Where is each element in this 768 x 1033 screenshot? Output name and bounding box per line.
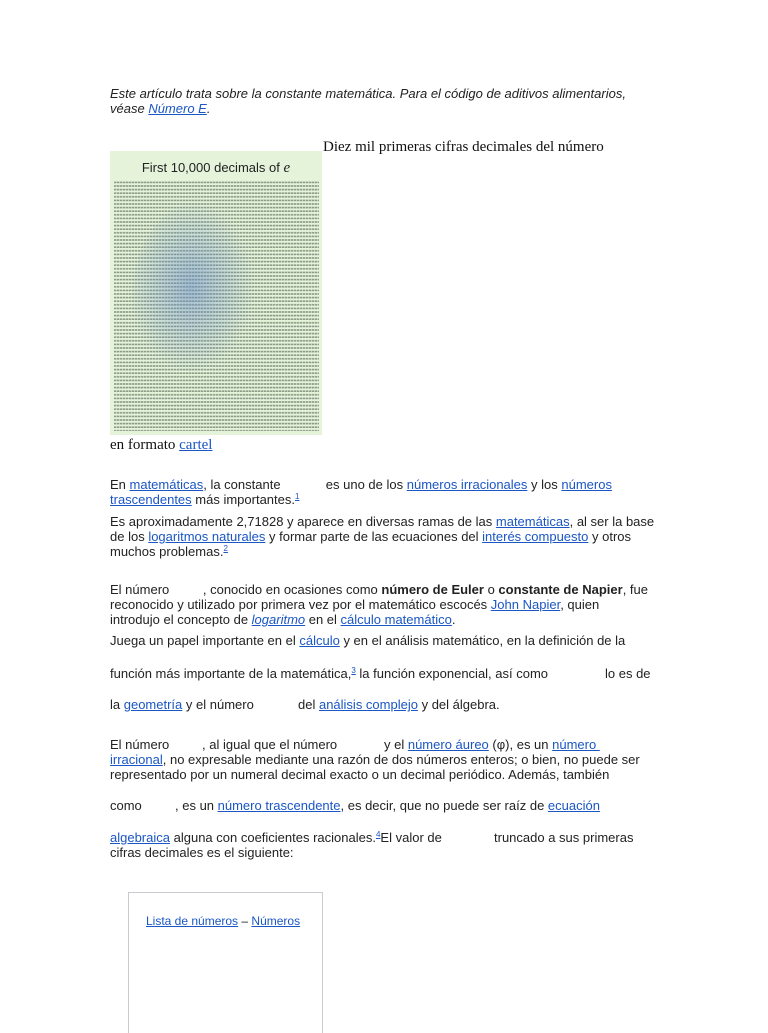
figure-caption-bottom [110,437,212,454]
p4-line3-a: la [110,697,124,712]
ecuacion-algebraica-link-2[interactable]: algebraica [110,830,170,845]
ref-2-link[interactable]: 2 [223,544,228,553]
interes-compuesto-link[interactable]: interés compuesto [482,529,589,544]
hatnote [110,86,655,116]
p3-text-3: o [483,582,499,597]
ref-1-link[interactable]: 1 [295,492,300,501]
calculo-link[interactable]: cálculo [299,633,340,648]
p1-text-5: más importantes. [191,492,295,507]
calculo-matematico-link[interactable]: cálculo matemático [340,612,452,627]
ref-4-link[interactable]: 4 [375,830,381,839]
numero-e-link[interactable]: Número E [148,101,207,116]
p5-line3-a: alguna con coeficientes racionales. [170,830,376,845]
cartel-link[interactable]: cartel [179,437,213,453]
navbox [128,892,323,1033]
caption-bottom-text: en formato [110,437,180,453]
numeros-irracionales-link[interactable]: números irracionales [406,477,528,492]
paragraph-4-line-1 [110,633,625,648]
paragraph-5-line-3b [110,830,640,860]
numero-de-euler-bold: número de Euler [381,582,484,597]
numero-irracional-link[interactable]: irracional [110,752,163,767]
p4-text-1: Juega un papel importante en el [110,633,300,648]
figure-caption-right: Diez mil primeras cifras decimales del número [323,139,604,155]
matematicas-link-2[interactable]: matemáticas [495,514,570,529]
navbox-row [146,914,300,928]
constante-de-napier-bold: constante de Napier [498,582,623,597]
numero-irracional-link-a[interactable]: número [552,737,600,752]
paragraph-5-line-1b: , al igual que el número [202,737,338,752]
numeros-trascendentes-link[interactable]: números trascendentes [110,477,612,507]
analisis-complejo-link[interactable]: análisis complejo [318,697,418,712]
p5-line3-c: truncado a sus primeras cifras decimales es el siguiente: [110,830,634,860]
paragraph-5-line-1c [384,737,600,752]
numero-aureo-link[interactable]: número áureo [407,737,489,752]
p3-text-4: , fue reconocido y utilizado por primera vez por el matemático escocés [110,582,648,612]
poster-title [110,160,322,177]
p1-text-3: es uno de los [322,477,407,492]
p2-text-3: y formar parte de las ecuaciones del [265,529,483,544]
p4-text-2: y en el análisis matemático, en la definición de la [339,633,626,648]
p2-text-4: y otros muchos problemas. [110,529,632,559]
p1-text-4: y los [527,477,562,492]
p4-line2-c: lo es de [605,666,651,681]
p3-text-7: . [451,612,456,627]
p3-text-2: , conocido en ocasiones como [202,582,382,597]
poster-title-text: First 10,000 decimals of [141,160,280,175]
p3-text-6: en el [305,612,341,627]
p5-text-5: , no expresable mediante una razón de dos números enteros; o bien, no puede ser representado por un numeral decimal exacto o un decimal periódico. Además, también [110,752,640,782]
hatnote-end: . [206,101,211,116]
p4-line3-d: y del álgebra. [417,697,500,712]
digit-texture [114,181,319,431]
john-napier-link[interactable]: John Napier [490,597,561,612]
paragraph-1 [110,477,630,507]
paragraph-5-line-1a: El número [110,737,170,752]
paragraph-4-line-3a [110,697,254,712]
p2-text-2: , al ser la base de los [110,514,655,544]
p1-text-1: En [110,477,130,492]
paragraph-4-line-3b [298,697,500,712]
matematicas-link-1[interactable]: matemáticas [129,477,204,492]
e-decimals-poster-image[interactable] [110,151,322,435]
p5-text-4: (φ), es un [488,737,553,752]
paragraph-4-line-2 [110,666,548,681]
p5-line2-c: , es decir, que no puede ser raíz de [340,798,548,813]
ref-3-link[interactable]: 3 [351,666,356,675]
p4-line2-a: función más importante de la matemática, [110,666,352,681]
paragraph-3 [110,582,650,627]
paragraph-2 [110,514,658,559]
poster-e-symbol: e [283,160,291,176]
p4-line2-b: la función exponencial, así como [355,666,549,681]
numero-trascendente-link[interactable]: número trascendente [217,798,341,813]
numeros-link[interactable]: Números [251,914,301,928]
hatnote-text: Este artículo trata sobre la constante matemática. Para el código de aditivos alimentarios, véase [110,86,626,116]
p5-line3-b: El valor de [380,830,442,845]
paragraph-5-body [110,752,655,782]
logaritmo-link[interactable]: logaritmo [251,612,306,627]
p3-text-5: , quien introdujo el concepto de [110,597,600,627]
lista-de-numeros-link[interactable]: Lista de números [146,914,239,928]
p5-line2-b: , es un [175,798,218,813]
p4-line3-c: del [298,697,319,712]
p2-text-1: Es aproximadamente 2,71828 y aparece en diversas ramas de las [110,514,496,529]
logaritmos-naturales-link[interactable]: logaritmos naturales [148,529,266,544]
navbox-separator: – [238,914,252,928]
p5-text-3: y el [384,737,408,752]
p1-text-2: , la constante [203,477,285,492]
p4-line3-b: y el número [182,697,254,712]
paragraph-5-line-2b [175,798,600,813]
paragraph-5-line-2a: como [110,798,142,813]
p3-text-1: El número [110,582,173,597]
ecuacion-algebraica-link[interactable]: ecuación [547,798,600,813]
geometria-link[interactable]: geometría [123,697,183,712]
